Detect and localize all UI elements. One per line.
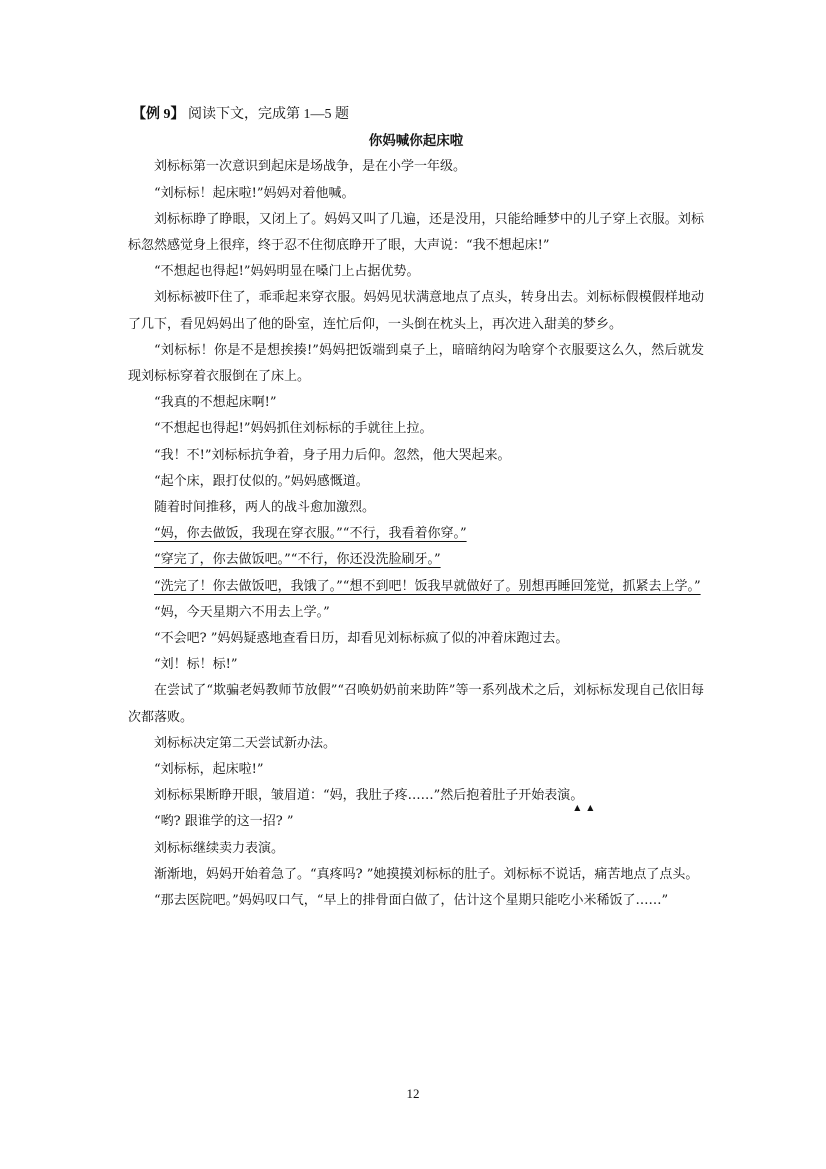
paragraph: 刘标标被吓住了，乖乖起来穿衣服。妈妈见状满意地点了点头，转身出去。刘标标假模假样地动了几下，看见妈妈出了他的卧室，连忙后仰，一头倒在枕头上，再次进入甜美的梦乡。: [128, 290, 704, 332]
underlined-text: “穿完了，你去做饭吧。”“不行，你还没洗脸刷牙。”: [154, 552, 441, 568]
underlined-paragraph: [128, 574, 704, 600]
paragraph: “刘！标！标!”: [154, 657, 238, 673]
paragraph: “不想起也得起!”妈妈明显在嗓门上占据优势。: [154, 264, 420, 280]
underlined-text: “妈，你去做饭，我现在穿衣服。”“不行，我看着你穿。”: [154, 526, 467, 542]
paragraph: “我真的不想起床啊!”: [154, 395, 277, 411]
article-title: 你妈喊你起床啦: [368, 133, 464, 150]
text-after: 。: [570, 788, 584, 804]
paragraph: “我！不!”刘标标抗争着，身子用力后仰。忽然，他大哭起来。: [154, 447, 511, 463]
example-label: 【例 9】: [132, 107, 185, 122]
underlined-paragraph: [128, 547, 704, 573]
exercise-header: [128, 102, 704, 128]
paragraph: 随着时间推移，两人的战斗愈加激烈。: [154, 500, 376, 516]
emphasis-dot-icon: ▲: [587, 803, 594, 813]
paragraph: “那去医院吧。”妈妈叹口气，“早上的排骨面白做了，估计这个星期只能吃小米稀饭了……”: [154, 893, 669, 909]
paragraph: “刘标标！起床啦!”妈妈对着他喊。: [154, 185, 355, 201]
paragraph: 刘标标继续卖力表演。: [154, 840, 285, 856]
document-body: [128, 102, 704, 914]
paragraph: “不想起也得起!”妈妈抓住刘标标的手就往上拉。: [154, 421, 433, 437]
instruction-text: 阅读下文，完成第 1—5 题: [188, 107, 349, 122]
page-number: 12: [406, 1086, 420, 1101]
underlined-text: “洗完了！你去做饭吧，我饿了。”“想不到吧！饭我早就做好了。别想再睡回笼觉，抓紧去上学。”: [154, 578, 701, 594]
paragraph: 刘标标第一次意识到起床是场战争，是在小学一年级。: [154, 159, 467, 175]
text-before: 刘标标果断睁开眼，皱眉道：“妈，我肚子疼……”然后抱着肚子开始: [154, 788, 545, 804]
paragraph: “刘标标，起床啦!”: [154, 762, 264, 778]
paragraph: 刘标标决定第二天尝试新办法。: [154, 735, 337, 751]
paragraph: “刘标标！你是不是想挨揍!”妈妈把饭端到桌子上，暗暗纳闷为啥穿个衣服要这么久，然后就发现刘标标穿着衣服倒在了床上。: [128, 342, 704, 385]
paragraph: “哟? 跟谁学的这一招? ”: [154, 814, 294, 830]
emphasized-word: [544, 788, 594, 813]
paragraph-with-emphasis-dots: [128, 783, 704, 813]
paragraph: “起个床，跟打仗似的。”妈妈感慨道。: [154, 473, 369, 489]
paragraph: 渐渐地，妈妈开始着急了。“真疼吗? ”她摸摸刘标标的肚子。刘标标不说话，痛苦地点了点头。: [154, 866, 699, 882]
emphasized-text: 表演: [544, 788, 571, 804]
underlined-paragraph: [128, 521, 704, 547]
paragraph: “不会吧? ”妈妈疑惑地查看日历，却看见刘标标疯了似的冲着床跑过去。: [154, 631, 569, 647]
emphasis-dot-icon: ▲: [574, 803, 581, 813]
paragraph: “妈，今天星期六不用去上学。”: [154, 604, 330, 620]
paragraph: 在尝试了“欺骗老妈教师节放假”“召唤奶奶前来助阵”等一系列战术之后，刘标标发现自己依旧每次都落败。: [128, 683, 704, 725]
paragraph: 刘标标睁了睁眼，又闭上了。妈妈又叫了几遍，还是没用，只能给睡梦中的儿子穿上衣服。刘标标忽然感觉身上很痒，终于忍不住彻底睁开了眼，大声说：“我不想起床!”: [128, 211, 704, 254]
